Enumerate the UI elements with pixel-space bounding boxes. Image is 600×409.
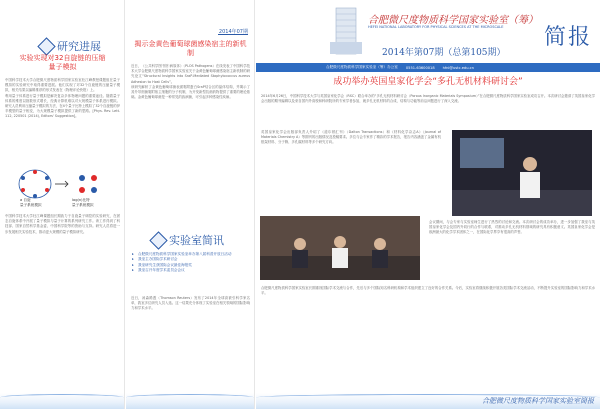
body-paragraph: 近日，《公共科学图书馆·病原体》（PLOS Pathogens）在线发表了中国科学技术大学合肥微尺度物质科学国家实验室关于金黄色葡萄球菌感染宿主新机制的研究论文“Structural Insights into SraP-Mediated Staphylococcus aureus Adhesion to Host Cells”。 (131, 64, 250, 84)
body-paragraph: 合肥微尺度物质科学国家实验室长期重视国际学术交流与合作，先后与多个国际知名科研机构和学术组织建立了良好的合作关系。今后，实验室将继续积极开展各类国际学术交流活动，不断提升实验室的国际影响力和学术水平。 (261, 286, 595, 296)
body-paragraph: 近日，汤森路透（Thomson Reuters）发布了2014年全球高被引科学家名单，我室多位研究人员入选。这一结果充分体现了实验室在相关领域的国际影响力和学术水平。 (131, 296, 250, 311)
middle-panel (126, 0, 255, 409)
figure-label-a: a 自旋 量子系统模拟 (20, 198, 42, 207)
news-item[interactable]: ▸ 我室召开年度学术委员会会议 (132, 268, 249, 273)
body-paragraph: 会议期间，与会专家与实验室师生进行了热烈的讨论和交流。本次研讨会的成功举办，进一步加强了我室与英国皇家化学会及国内外同行的合作与联系，对推动多孔无机材料领域的研究具有积极意义。英国皇家化学会是欧洲最大的化学学术团体之一，在国际化学界享有很高的声誉。 (429, 220, 595, 235)
article-body-col (256, 130, 446, 146)
logo-title: 合肥微尺度物质科学国家实验室（筹） (368, 15, 538, 26)
left-panel (0, 0, 125, 409)
org-name: 合肥微尺度物质科学国家实验室（筹）办公室 (326, 65, 398, 69)
diamond-icon (37, 37, 55, 55)
issue-tag: 2014年07期 (218, 29, 248, 35)
body-paragraph: 2014年6月26日，中国科学技术大学与英国皇家化学会（RSC）联合举办的“多孔无机材料研讨会（Porous Inorganic Materials Symposium）”在合肥微尺度物质科学国家实验室成功召开。本次研讨会邀请了英国皇家化学会出版的期刊编辑以及来自国内外高校和科研院所的专家学者参加，就多孔无机材料的合成、结构与功能等前沿问题进行了深入交流。 (261, 94, 595, 104)
section-header-research (40, 38, 101, 54)
article-title-line2: 量子模拟 (48, 63, 77, 71)
article-body (256, 94, 600, 104)
article-body-cont (0, 214, 125, 235)
article-body (0, 78, 125, 120)
body-paragraph: 英国皇家化学会出版部负责人介绍了《道尔顿汇刊》（Dalton Transactions）和《材料化学杂志A》（Journal of Materials Chemistry A）等期刊的出版情况及投稿要求。多位与会专家作了精彩的学术报告，报告内容涵盖了金属有机框架材料、分子筛、多孔碳材料等多个研究方向。 (261, 130, 441, 145)
info-bar (256, 63, 600, 72)
masthead-title: 简报 (543, 25, 592, 50)
issue-number: 2014年第07期（总第105期） (382, 48, 506, 58)
masthead (256, 0, 600, 60)
divider (218, 34, 248, 35)
diamond-icon (149, 231, 167, 249)
article-body-col2 (424, 220, 600, 236)
footer-band (0, 393, 124, 409)
phone-number: 0551-63600018 (405, 65, 435, 70)
article-title: 成功举办英国皇家化学会“多孔无机材料研讨会” (333, 77, 523, 87)
section-title: 研究进展 (57, 40, 101, 53)
news-item[interactable]: ▸ 我室研究生获国际会议最佳海报奖 (132, 263, 249, 268)
section-header-news (152, 232, 224, 248)
email-address: hfnl@ustc.edu.cn (442, 65, 474, 70)
figure-spin-model (10, 166, 115, 208)
right-panel (256, 0, 600, 409)
news-list (132, 252, 249, 274)
article-body-cont (126, 296, 255, 312)
swoosh-decoration (126, 394, 254, 401)
figure-label-b: log(n)比特 量子系统模拟 (72, 198, 94, 207)
logo-subtitle: HEFEI NATIONAL LABORATORY FOR PHYSICAL SCIENCES AT THE MICROSCALE (368, 25, 504, 29)
section-title: 实验室简讯 (169, 234, 224, 247)
building-icon (326, 2, 366, 57)
speaker-photo (452, 130, 592, 216)
body-paragraph: 中国科学技术大学合肥微尺度物质科学国家实验室杜江峰教授课题组在量子模拟的实验研究中取得重要进展。他们实现了对32个自旋链的压缩量子模拟，相关结果以编辑推荐的形式发表在《物理评论快报》上。 (5, 78, 120, 93)
article-title: 揭示金黄色葡萄球菌感染宿主的新机制 (134, 40, 247, 57)
swoosh-decoration (0, 394, 124, 401)
body-paragraph: 该研究解析了金黄色葡萄球菌表面黏附蛋白SraP结合区的晶体结构，并揭示了其介导细菌黏附宿主细胞的分子机制，为开发新型抗菌药物提供了重要的理论基础。金黄色葡萄球菌是一种常见的致病菌，可引起多种感染性疾病。 (131, 84, 250, 100)
footer-band (256, 393, 600, 409)
body-paragraph: 利用量子体系进行量子模拟是解决复杂多体物理问题的重要途径。随着量子体系的维度以指数形式增长，经典计算机难以对大规模量子体系进行模拟。研究人员利用压缩量子模拟的方法，在4个量子比特上模拟了32个自旋链的伊辛模型的量子相变，为大规模量子模拟提供了新的思路。[Phys. Rev. Lett. 112, 220501 (2014), Editors' Suggestion]。 (5, 93, 120, 119)
footer-label: 合肥微尺度物质科学国家实验室简报 (482, 397, 594, 405)
audience-photo (260, 216, 420, 280)
body-paragraph: 中国科学技术大学杜江峰课题组长期致力于自旋量子调控的实验研究，在固态自旋体系中开展了量子模拟与量子计算的系列研究工作。该工作得到了科技部、国家自然科学基金委、中国科学院等的资助与支持。研究人员将进一步发展相关实验技术，推动更大规模的量子模拟研究。 (5, 214, 120, 234)
event-photo-1 (452, 130, 592, 216)
event-photo-2 (260, 216, 420, 280)
news-item[interactable]: ▸ 我室主办国际学术研讨会 (132, 257, 249, 262)
article-body (126, 64, 255, 100)
footer-band (126, 393, 254, 409)
article-body-cont (256, 286, 600, 296)
news-item[interactable]: ▸ 合肥微尺度物质科学国家实验室举办第八届科普开放日活动 (132, 252, 249, 257)
article-title (4, 54, 121, 72)
article-title-line1: 实验实现对32自旋链的压缩 (19, 54, 106, 62)
